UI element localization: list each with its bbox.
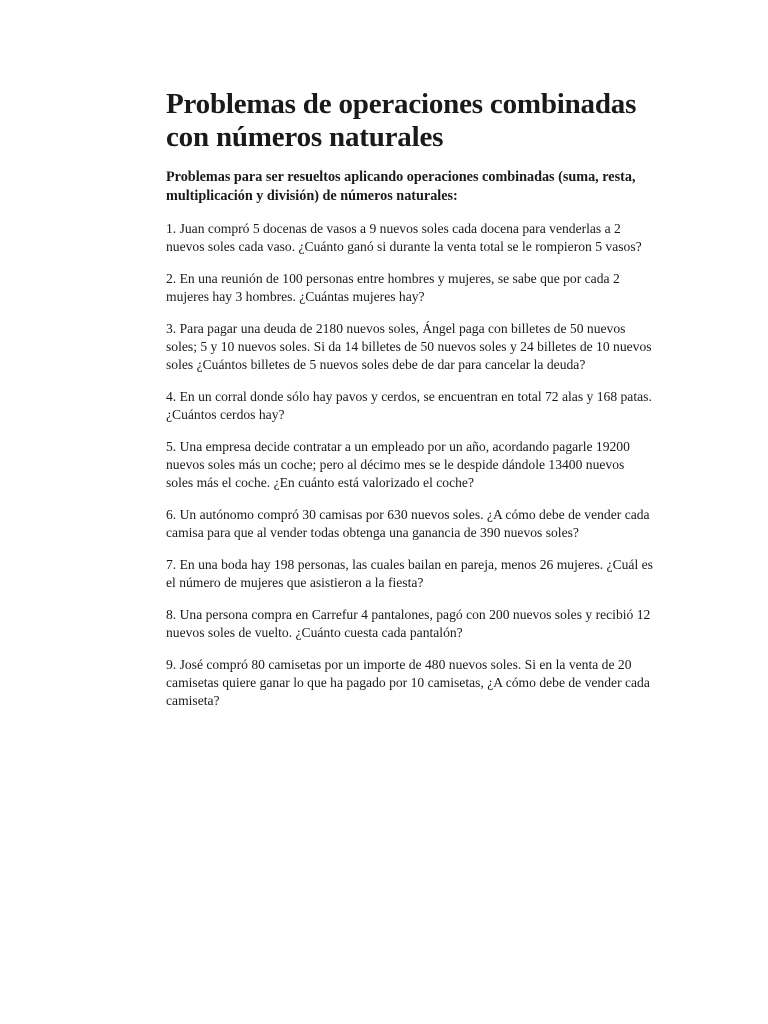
title-line-1: Problemas de operaciones combinadas	[166, 88, 637, 120]
problem-list	[166, 220, 654, 710]
problem-6: 6. Un autónomo compró 30 camisas por 630 nuevos soles. ¿A cómo debe de vender cada camisa para que al vender todas obtenga una ganancia de 390 nuevos soles?	[166, 507, 650, 540]
problem-9: 9. José compró 80 camisetas por un importe de 480 nuevos soles. Si en la venta de 20 camisetas quiere ganar lo que ha pagado por 10 camisetas, ¿A cómo debe de vender cada camiseta?	[166, 657, 650, 708]
problem-7: 7. En una boda hay 198 personas, las cuales bailan en pareja, menos 26 mujeres. ¿Cuál es el número de mujeres que asistieron a la fiesta?	[166, 557, 653, 590]
problem-5: 5. Una empresa decide contratar a un empleado por un año, acordando pagarle 19200 nuevos soles más un coche; pero al décimo mes se le despide dándole 13400 nuevos soles más el coche. ¿En cuánto está valorizado el coche?	[166, 439, 630, 490]
document-page	[166, 88, 654, 724]
document-title	[166, 88, 654, 154]
intro-paragraph: Problemas para ser resueltos aplicando operaciones combinadas (suma, resta, multiplicación y división) de números naturales:	[166, 169, 636, 204]
title-line-2: con números naturales	[166, 121, 444, 153]
problem-2: 2. En una reunión de 100 personas entre hombres y mujeres, se sabe que por cada 2 mujeres hay 3 hombres. ¿Cuántas mujeres hay?	[166, 271, 620, 304]
problem-4: 4. En un corral donde sólo hay pavos y cerdos, se encuentran en total 72 alas y 168 patas. ¿Cuántos cerdos hay?	[166, 389, 652, 422]
problem-1: 1. Juan compró 5 docenas de vasos a 9 nuevos soles cada docena para venderlas a 2 nuevos soles cada vaso. ¿Cuánto ganó si durante la venta total se le rompieron 5 vasos?	[166, 221, 642, 254]
problem-8: 8. Una persona compra en Carrefur 4 pantalones, pagó con 200 nuevos soles y recibió 12 nuevos soles de vuelto. ¿Cuánto cuesta cada pantalón?	[166, 607, 651, 640]
problem-3: 3. Para pagar una deuda de 2180 nuevos soles, Ángel paga con billetes de 50 nuevos soles; 5 y 10 nuevos soles. Si da 14 billetes de 50 nuevos soles y 24 billetes de 10 nuevos soles ¿Cuántos billetes de 5 nuevos soles debe de dar para cancelar la deuda?	[166, 321, 652, 372]
